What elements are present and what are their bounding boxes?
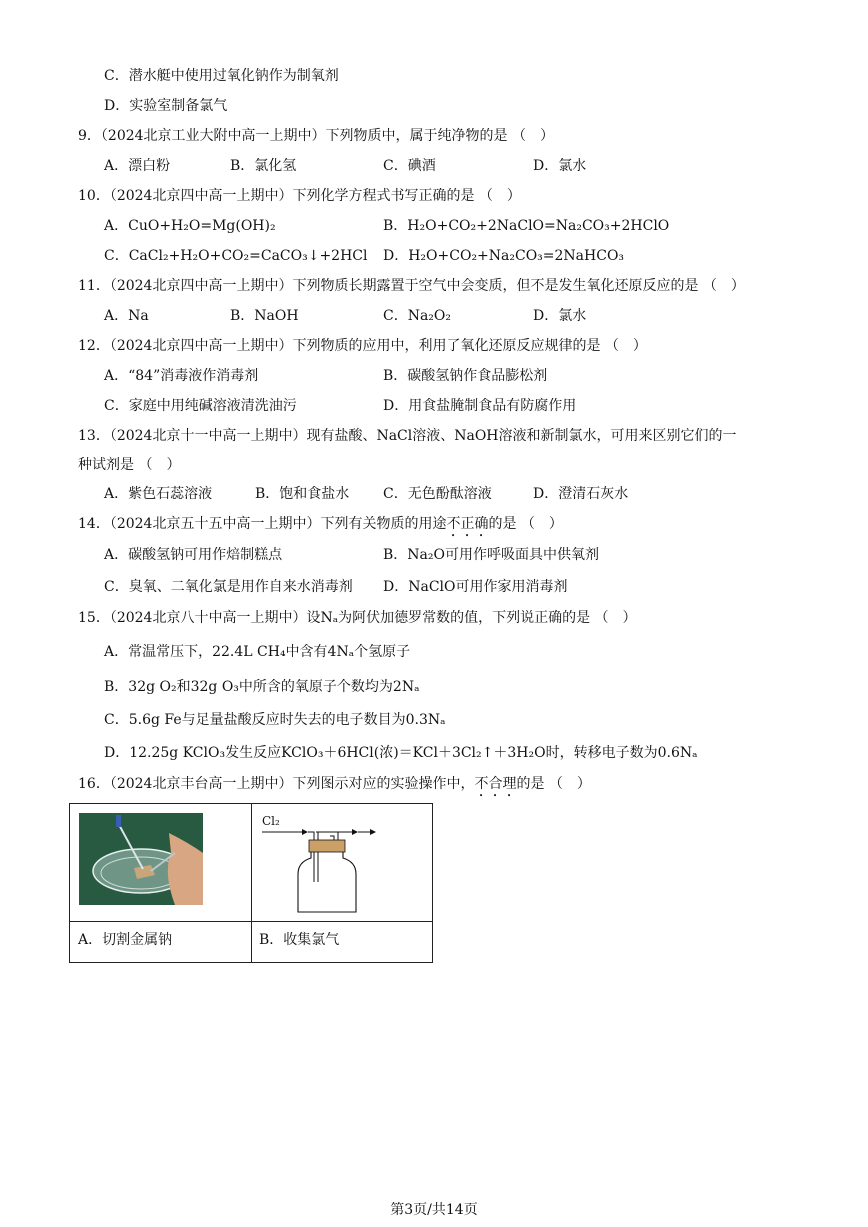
q12-option-c: C．家庭中用纯碱溶液清洗油污 bbox=[104, 398, 297, 414]
page-footer: 第3页/共14页 bbox=[390, 1202, 478, 1218]
q11-option-c: C．Na₂O₂ bbox=[383, 308, 452, 324]
option-8d: D．实验室制备氯气 bbox=[104, 98, 228, 114]
question-15: 15．（2024北京八十中高一上期中）设Nₐ为阿伏加德罗常数的值，下列说正确的是 （ ） bbox=[78, 610, 637, 626]
q14-option-c: C．臭氧、二氧化氯是用作自来水消毒剂 bbox=[104, 579, 353, 595]
question-16 bbox=[78, 774, 591, 800]
q14-option-a: A．碳酸氢钠可用作焙制糕点 bbox=[104, 547, 283, 563]
q14-option-b: B．Na₂O可用作呼吸面具中供氧剂 bbox=[383, 547, 599, 563]
question-14 bbox=[78, 514, 563, 540]
q14-emphasis: 不正确 bbox=[446, 516, 489, 532]
question-11: 11．（2024北京四中高一上期中）下列物质长期露置于空气中会变质，但不是发生氧化还原反应的是 （ ） bbox=[78, 278, 745, 294]
q15-option-d: D．12.25g KClO₃发生反应KClO₃＋6HCl(浓)＝KCl＋3Cl₂↑＋3H₂O时，转移电子数为0.6Nₐ bbox=[104, 745, 698, 761]
q12-option-b: B．碳酸氢钠作食品膨松剂 bbox=[383, 368, 548, 384]
q13-option-a: A．紫色石蕊溶液 bbox=[104, 486, 213, 502]
q11-option-b: B．NaOH bbox=[230, 308, 299, 324]
table-divider-vertical bbox=[251, 804, 252, 962]
question-10: 10．（2024北京四中高一上期中）下列化学方程式书写正确的是 （ ） bbox=[78, 188, 521, 204]
question-13-line-2: 种试剂是 （ ） bbox=[78, 457, 181, 473]
q13-option-b: B．饱和食盐水 bbox=[255, 486, 350, 502]
q10-option-d: D．H₂O+CO₂+Na₂CO₃=2NaHCO₃ bbox=[383, 248, 625, 264]
q11-option-a: A．Na bbox=[104, 308, 149, 324]
q9-option-d: D．氯水 bbox=[533, 158, 587, 174]
q14-text: 14．（2024北京五十五中高一上期中）下列有关物质的用途 bbox=[78, 516, 447, 532]
gas-collection-bottle-diagram bbox=[256, 808, 432, 918]
q9-option-b: B．氯化氢 bbox=[230, 158, 297, 174]
chlorine-label: Cl₂ bbox=[262, 814, 280, 828]
q15-option-b: B．32g O₂和32g O₃中所含的氧原子个数均为2Nₐ bbox=[104, 679, 420, 695]
q16-figure-table bbox=[69, 803, 433, 963]
q16-text: 16．（2024北京丰台高一上期中）下列图示对应的实验操作中， bbox=[78, 776, 475, 792]
q14-option-d: D．NaClO可用作家用消毒剂 bbox=[383, 579, 568, 595]
option-8c: C．潜水艇中使用过氧化钠作为制氧剂 bbox=[104, 68, 339, 84]
q10-option-a: A．CuO+H₂O=Mg(OH)₂ bbox=[104, 218, 276, 234]
q16-tail: 的是 （ ） bbox=[516, 776, 591, 792]
q12-option-a: A．“84”消毒液作消毒剂 bbox=[104, 368, 259, 384]
q16-emphasis: 不合理 bbox=[474, 776, 517, 792]
question-12: 12．（2024北京四中高一上期中）下列物质的应用中，利用了氧化还原反应规律的是 （ ） bbox=[78, 338, 647, 354]
q13-option-d: D．澄清石灰水 bbox=[533, 486, 629, 502]
q11-option-d: D．氯水 bbox=[533, 308, 587, 324]
table-divider-horizontal bbox=[70, 921, 432, 922]
caption-b: B．收集氯气 bbox=[259, 932, 340, 948]
question-13-line-1: 13．（2024北京十一中高一上期中）现有盐酸、NaCl溶液、NaOH溶液和新制氯水，可用来区别它们的一 bbox=[78, 428, 737, 444]
q12-option-d: D．用食盐腌制食品有防腐作用 bbox=[383, 398, 577, 414]
caption-a: A．切割金属钠 bbox=[78, 932, 173, 948]
q10-option-b: B．H₂O+CO₂+2NaClO=Na₂CO₃+2HClO bbox=[383, 218, 670, 234]
question-9: 9．（2024北京工业大附中高一上期中）下列物质中，属于纯净物的是 （ ） bbox=[78, 128, 554, 144]
sodium-cutting-photo bbox=[79, 813, 203, 905]
q13-option-c: C．无色酚酞溶液 bbox=[383, 486, 492, 502]
q9-option-c: C．碘酒 bbox=[383, 158, 436, 174]
q14-tail: 的是 （ ） bbox=[488, 516, 563, 532]
q10-option-c: C．CaCl₂+H₂O+CO₂=CaCO₃↓+2HCl bbox=[104, 248, 368, 264]
q9-option-a: A．漂白粉 bbox=[104, 158, 171, 174]
q15-option-c: C．5.6g Fe与足量盐酸反应时失去的电子数目为0.3Nₐ bbox=[104, 712, 446, 728]
q15-option-a: A．常温常压下，22.4L CH₄中含有4Nₐ个氢原子 bbox=[104, 644, 411, 660]
